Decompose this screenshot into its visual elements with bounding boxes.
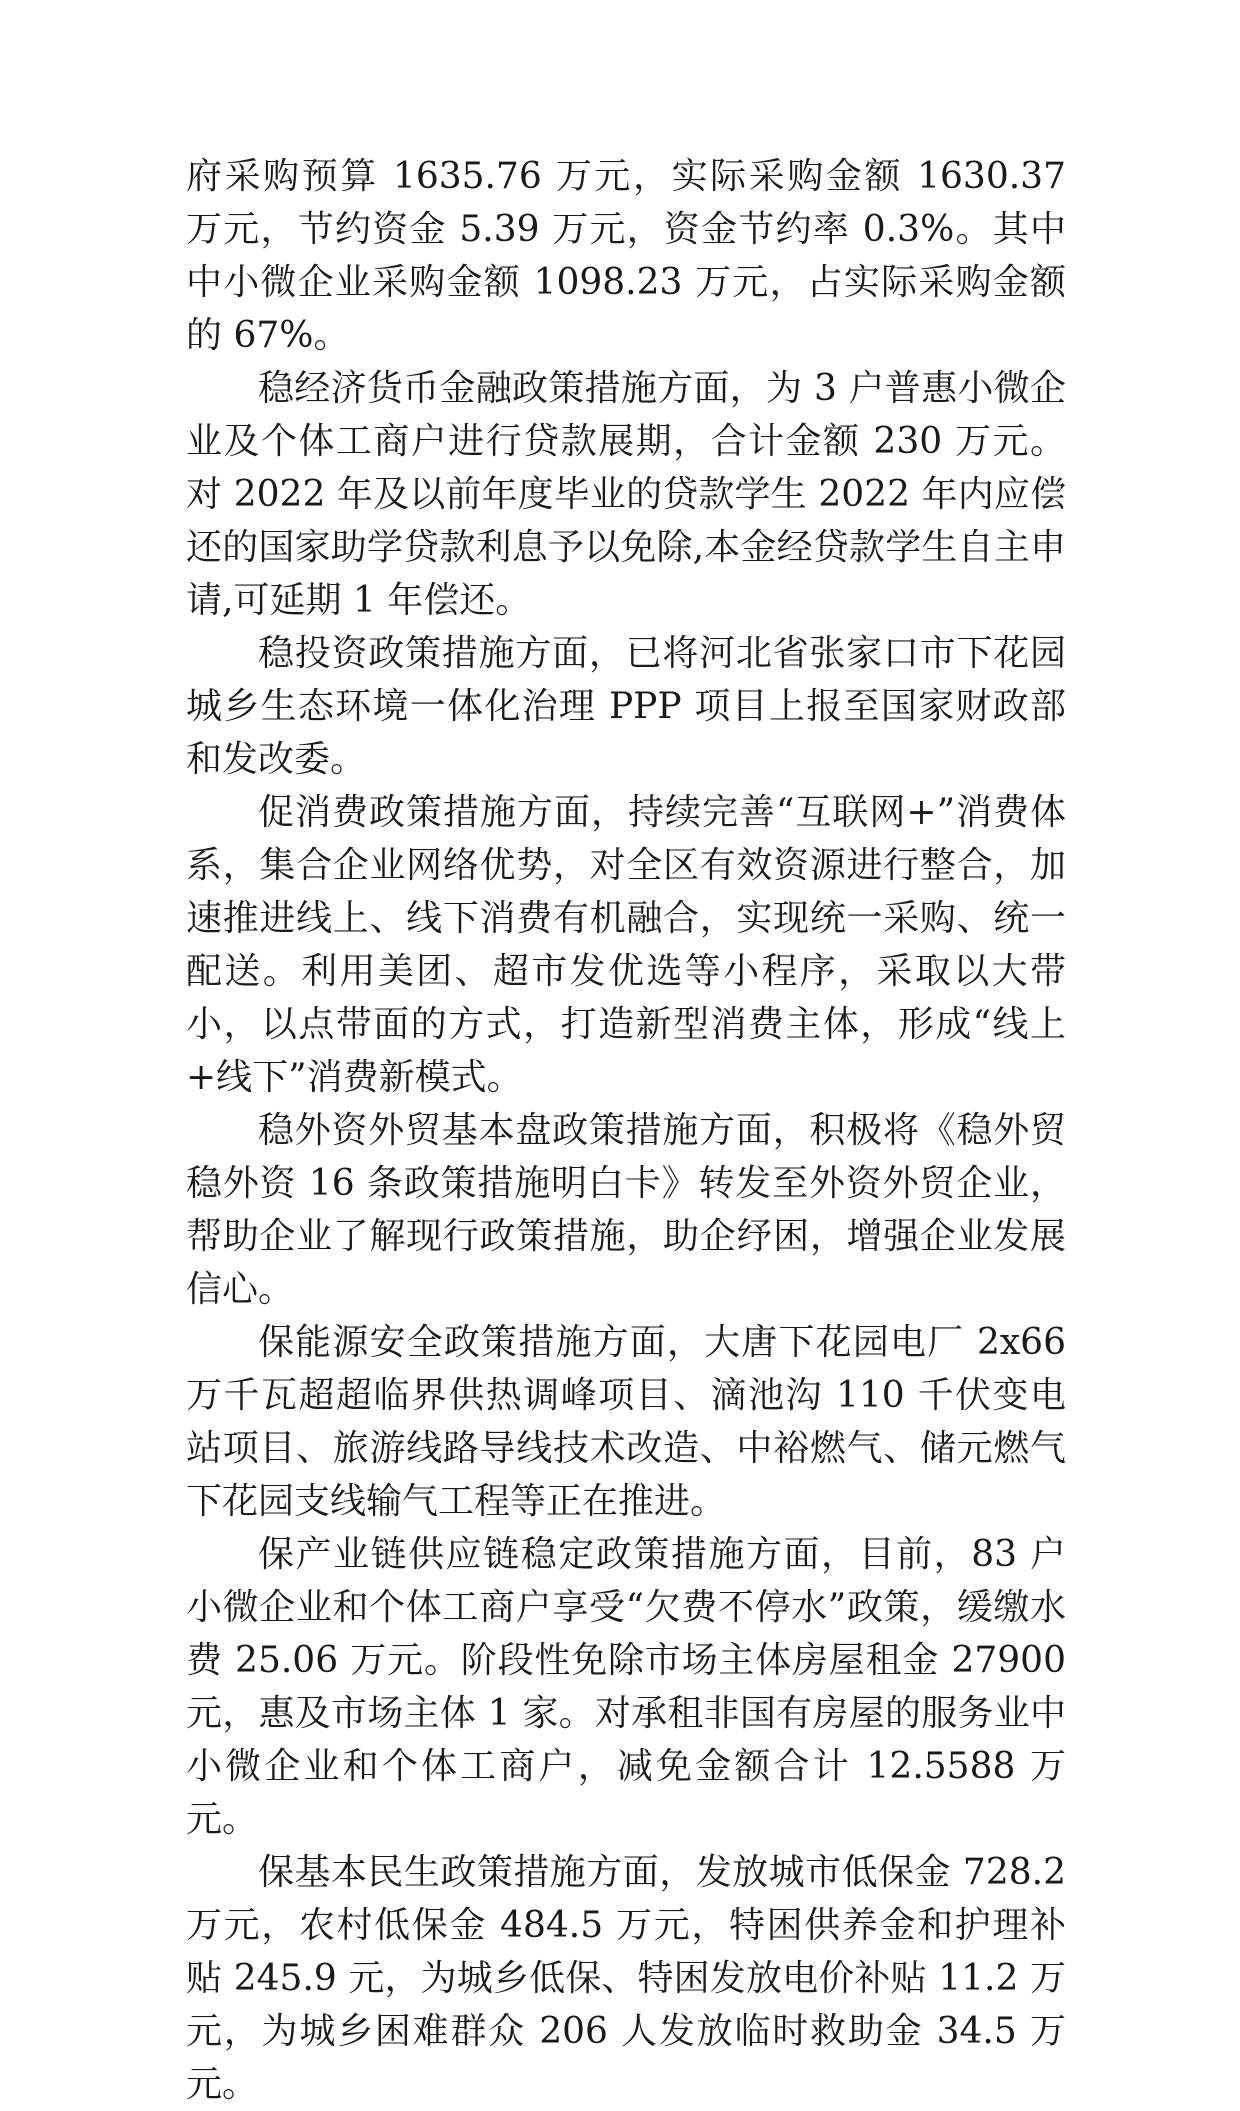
- document-body: [186, 150, 1066, 2111]
- paragraph-monetary-finance: 稳经济货币金融政策措施方面，为 3 户普惠小微企业及个体工商户进行贷款展期，合计金额 230 万元。对 2022 年及以前年度毕业的贷款学生 2022 年内应偿还的国家助学贷款利息予以免除,本金经贷款学生自主申请,可延期 1 年偿还。: [186, 368, 1066, 621]
- paragraph-energy-security: 保能源安全政策措施方面，大唐下花园电厂 2x66 万千瓦超超临界供热调峰项目、滴池沟 110 千伏变电站项目、旅游线路导线技术改造、中裕燃气、储元燃气下花园支线输气工程等正在推进。: [186, 1322, 1066, 1522]
- paragraph-investment: 稳投资政策措施方面，已将河北省张家口市下花园城乡生态环境一体化治理 PPP 项目上报至国家财政部和发改委。: [186, 633, 1066, 780]
- paragraph-procurement-continued: 府采购预算 1635.76 万元，实际采购金额 1630.37 万元，节约资金 5.39 万元，资金节约率 0.3%。其中中小微企业采购金额 1098.23 万元，占实际采购金额的 67%。: [186, 156, 1066, 356]
- paragraph-consumption: 促消费政策措施方面，持续完善“互联网+”消费体系，集合企业网络优势，对全区有效资源进行整合，加速推进线上、线下消费有机融合，实现统一采购、统一配送。利用美团、超市发优选等小程序，采取以大带小，以点带面的方式，打造新型消费主体，形成“线上+线下”消费新模式。: [186, 792, 1066, 1098]
- paragraph-supply-chain: 保产业链供应链稳定政策措施方面，目前，83 户小微企业和个体工商户享受“欠费不停水”政策，缓缴水费 25.06 万元。阶段性免除市场主体房屋租金 27900 元，惠及市场主体 1 家。对承租非国有房屋的服务业中小微企业和个体工商户，减免金额合计 12.5588 万元。: [186, 1534, 1066, 1840]
- paragraph-livelihood: 保基本民生政策措施方面，发放城市低保金 728.2 万元，农村低保金 484.5 万元，特困供养金和护理补贴 245.9 元，为城乡低保、特困发放电价补贴 11.2 万元，为城乡困难群众 206 人发放临时救助金 34.5 万元。: [186, 1852, 1066, 2105]
- paragraph-foreign-trade: 稳外资外贸基本盘政策措施方面，积极将《稳外贸稳外资 16 条政策措施明白卡》转发至外资外贸企业，帮助企业了解现行政策措施，助企纾困，增强企业发展信心。: [186, 1110, 1066, 1310]
